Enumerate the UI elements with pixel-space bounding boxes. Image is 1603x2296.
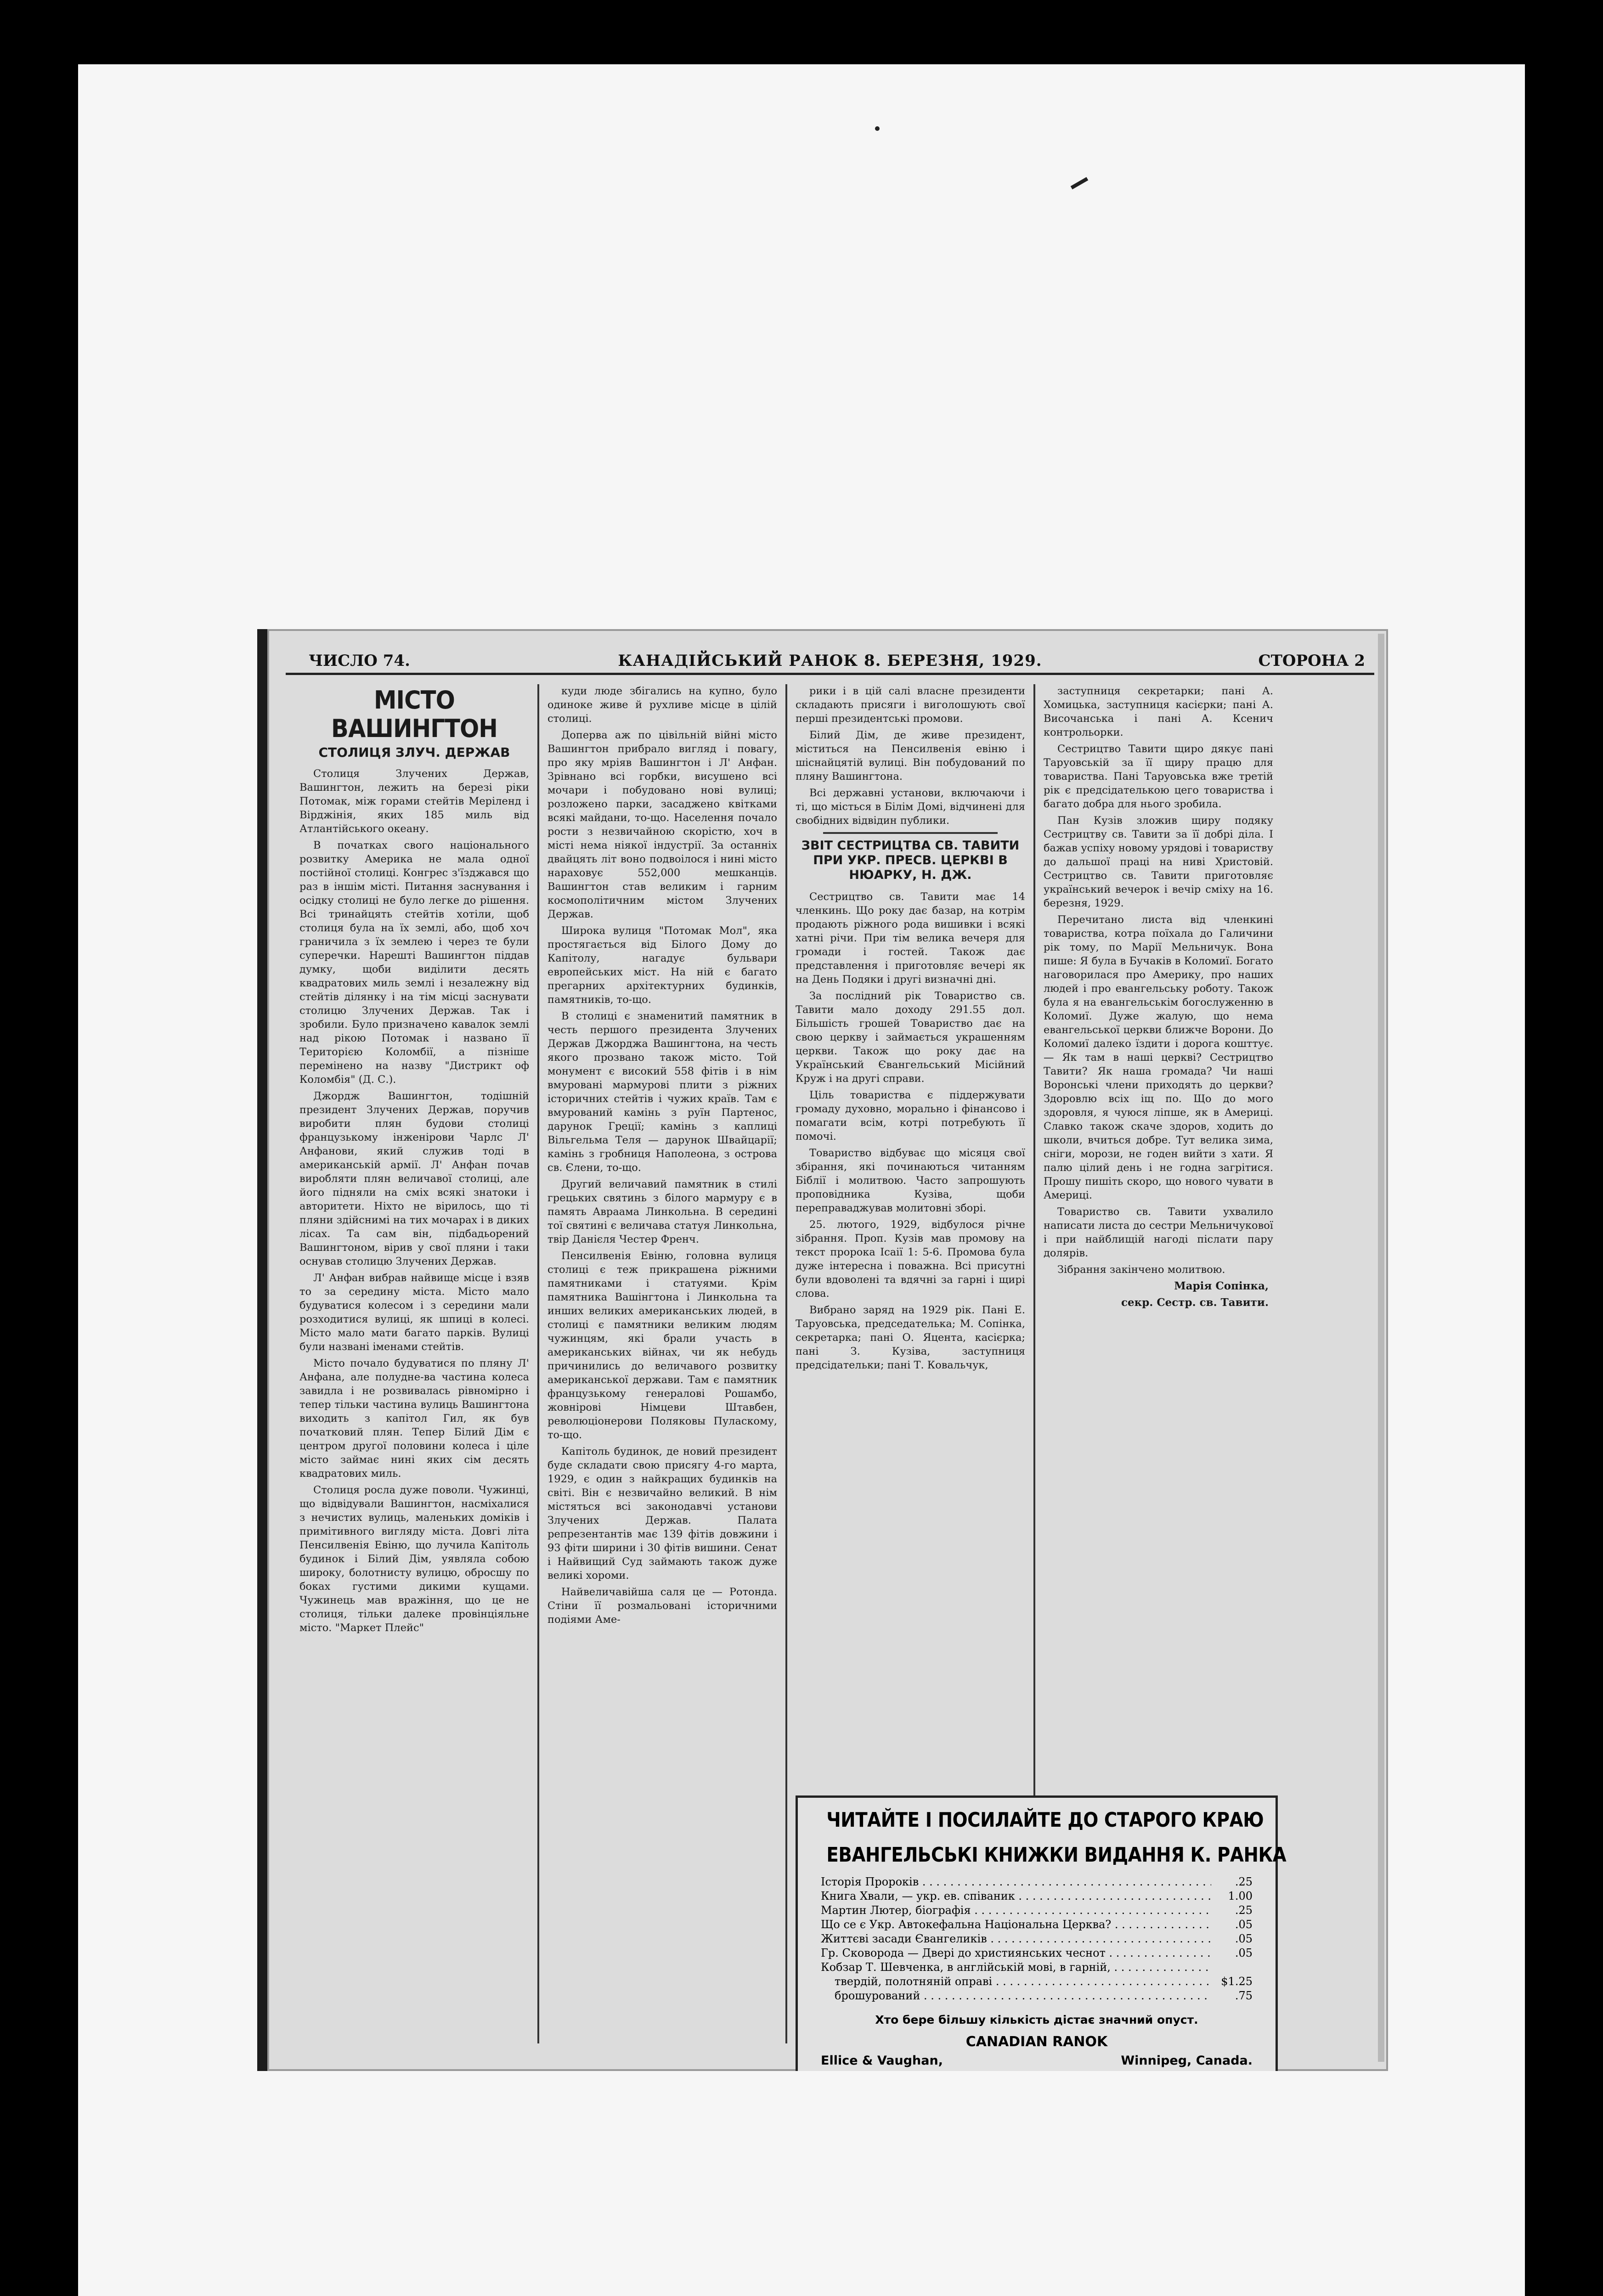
paragraph: 25. лютого, 1929, відбулося річне зібрання. Проп. Кузів мав промову на текст пророка Ісаії 1: 5-6. Промова була дуже інтересна і поважна. Всі присутні були вдоволені та вдячні за гарні і щирі слова.	[796, 1219, 1025, 1300]
paragraph: Ціль товариства є піддержувати громаду духовно, морально і фінансово і помагати всім, котрі потребують її помочі.	[796, 1089, 1025, 1142]
ad-address-city: Winnipeg, Canada.	[1121, 2054, 1253, 2068]
paragraph: куди люде збігались на купно, було одиноке живе й рухливе місце в цілій столиці.	[548, 685, 777, 725]
book-item: брошурований . . . .75	[821, 1989, 1253, 2003]
paragraph: Сестрицтво св. Тавити має 14 членкинь. Що року дає базар, на котрім продають ріжного рода вишивки і всякі хатні річи. При тім велика вечеря для громади і гостей. Також дає представлення і приготовляє вечері як на День Подяки і другі визначні дні.	[796, 891, 1025, 985]
paragraph: Перечитано листа від членкині товариства, котра поїхала до Галичини рік тому, по Марії Мельничук. Вона пише: Я була в Бучаків в Коломиї. Богато наговорилася про Америку, про наших людей і про евангельську роботу. Також була я на евангельськім богослуженню в Коломиї. Дуже жалую, що нема евангельської церкви ближче Ворони. До Коломиї далеко їздити і дорога кошттує. — Як там в наші церкві? Сестрицтво Тавити? Як наша громада? Чи наші Воронські члени приходять до церкви? Здоровлю всіх іщ по. Що до мого здоровля, я чуюся ліпше, як в Америці. Славко також скаче здоров, ходить до школи, вчиться добре. Тут велика зима, сніги, морози, не годен вийти з хати. Я палю цілий день і не годна загрітися. Прошу пишіть скоро, що нового чувати в Америці.	[1044, 914, 1273, 1201]
paragraph: Всі державні установи, включаючи і ті, що місться в Білім Домі, відчинені для свобідних відвідин публики.	[796, 787, 1025, 827]
column-rule	[785, 684, 787, 2043]
ad-address-street: Ellice & Vaughan,	[821, 2054, 943, 2068]
signature-role: секр. Сестр. св. Тавити.	[1121, 1296, 1269, 1309]
masthead-date: КАНАДІЙСЬКИЙ РАНОК 8. БЕРЕЗНЯ, 1929.	[618, 652, 1042, 670]
section-divider	[823, 832, 998, 834]
page-header	[286, 650, 1374, 675]
paragraph: Найвеличавійша саля це — Ротонда. Стіни її розмальовані історичними подіями Аме-	[548, 1586, 777, 1626]
paragraph: За послідний рік Товариство св. Тавити мало доходу 291.55 дол. Більшість грошей Товариство дає на свою церкву і займається украшенням церкви. Також що року дає на Український Євангельський Місійний Круж і на другі справи.	[796, 990, 1025, 1085]
paragraph: Л' Анфан вибрав найвище місце і взяв то за середину міста. Місто мало будуватися колесом і з середини мали розходитися вулиці, як шпиці в колесі. Місто мало мати багато парків. Вулиці були названі іменами стейтів.	[299, 1272, 529, 1353]
paragraph: Місто почало будуватися по пляну Л' Анфана, але полудне-ва частина колеса завидла і не розвивалась рівномірно і тепер тільки частина вулиць Вашингтона виходить з капітол Гил, як був початковий плян. Тепер Білий Дім є центром другої половини колеса і ціле місто займає нині яких сім десять квадратових миль.	[299, 1357, 529, 1480]
issue-number: ЧИСЛО 74.	[309, 652, 410, 670]
book-item: Історія Пророків . . . .25	[821, 1875, 1253, 1889]
paragraph: В початках свого національного розвитку Америка не мала одної постійної столиці. Конгрес з'їзджався що раз в іншім місті. Питання заснування і осідку столиці не було легке до рішення. Всі тринайцять стейтів хотіли, щоб столиця була на їх землі, або, щоб хоч граничила з їх землею і через те були суперечки. Нарешті Вашингтон піддав думку, щоби виділити десять квадратових миль землі і незалежну від стейтів ділянку і на тім місці заснувати столицю Злучених Держав. Так і зробили. Було призначено кавалок землі над рікою Потомак і названо її Територією Коломбії, а пізніше перемінено на назву "Дистрикт оф Коломбія" (Д. С.).	[299, 839, 529, 1086]
paragraph: Пенсилвенія Евіню, головна вулиця столиці є теж прикрашена ріжними памятниками і статуями. Крім памятника Вашінгтона і Линкольна та инших великих американських людей, в столиці є памятники великим людям чужинцям, які брали участь в американських війнах, чи як небудь причинились до величавого розвитку американської держави. Там є памятник французькому генералові Рошамбо, жовнірові Німцеви Штавбен, революціонерови Поляковы Пуласкому, то-що.	[548, 1250, 777, 1441]
book-item: Кобзар Т. Шевченка, в англійській мові, в гарній, . . .	[821, 1960, 1253, 1975]
paragraph: Капітоль будинок, де новий президент буде складати свою присягу 4-го марта, 1929, є один з найкращих будинків на світі. Він є незвичайно великий. В нім містяться всі законодавчі установи Злучених Держав. Палата репрезентантів має 139 фітів довжини і 93 фіти ширини і 30 фітів вишини. Сенат і Найвищий Суд займають також дуже великі хороми.	[548, 1446, 777, 1581]
book-item: Що се є Укр. Автокефальна Національна Церква? . . . .05	[821, 1918, 1253, 1932]
paragraph: Товариство св. Тавити ухвалило написати листа до сестри Мельничукової і при найблищій нагоді післати пару долярів.	[1044, 1206, 1273, 1259]
paragraph: Широка вулиця "Потомак Мол", яка простягається від Білого Дому до Капітолу, нагадує бульвари европейських міст. На ній є багато прегарних архітектурних будинків, памятників, то-що.	[548, 925, 777, 1006]
paragraph: Пан Кузів зложив щиру подяку Сестрицтву св. Тавити за її добрі діла. І бажав успіху новому урядові і товариству до дальшої праці на ниві Христовій. Сестрицтво св. Тавити приготовляє український вечерок і вечір сміху на 16. березня, 1929.	[1044, 815, 1273, 909]
paragraph: рики і в цій салі власне президенти складають присяги і виголошують свої перші президентські промови.	[796, 685, 1025, 725]
paragraph: Вибрано заряд на 1929 рік. Пані Е. Таруовська, председателька; М. Сопінка, секретарка; пані О. Яцента, касієрка; пані З. Кузіва, заступниця предсідательки; пані Т. Ковальчук,	[796, 1304, 1025, 1371]
paragraph: В столиці є знаменитий памятник в честь першого президента Злучених Держав Джорджа Вашингтона, на честь якого прозвано також місто. Той монумент є високий 558 фітів і в нім вмуровані мармурові плити з ріжних історичних стейтів і чужих країв. Там є вмурований камінь з руїн Партенос, дарунок Греції; камінь з каплиці Вільгельма Теля — дарунок Швайцарії; камінь з гробниця Наполеона, з острова св. Єлени, то-що.	[548, 1010, 777, 1174]
page-number: СТОРОНА 2	[1258, 652, 1365, 670]
ad-title-line-1: ЧИТАЙТЕ І ПОСИЛАЙТЕ ДО СТАРОГО КРАЮ	[826, 1808, 1264, 1832]
paragraph: Доперва аж по цівільній війні місто Вашингтон прибрало вигляд і повагу, про яку мріяв Вашингтон і Л' Анфан. Зрівнано всі горбки, висушено всі мочари і побудовано нові вулиці; розложено парки, засаджено квітками всякі майдани, то-що. Населення почало рости з незвичайною скорістю, хоч в місті нема ніякої індустрії. За останніх двайцять літ воно подвоілося і нині місто нараховує 552,000 мешканців. Вашингтон став великим і гарним космополітичним містом Злучених Держав.	[548, 729, 777, 920]
book-advertisement	[796, 1795, 1287, 2071]
column-rule	[537, 684, 539, 2043]
column-1	[299, 684, 529, 2043]
columns	[299, 684, 1370, 2068]
paragraph: Сестрицтво Тавити щиро дякує пані Таруовській за її щиру працю для товариства. Пані Таруовська вже третій рік є предсідателькою цего товариства і багато добра для нього зробила.	[1044, 743, 1273, 810]
book-item: Книга Хвали, — укр. ев. співаник . . . 1.00	[821, 1889, 1253, 1903]
book-item: Гр. Сковорода — Двері до християнських чеснот . . . .05	[821, 1946, 1253, 1960]
paragraph: заступниця секретарки; пані А. Хомицька, заступниця касієрки; пані А. Височанська і пані А. Ксенич контрольорки.	[1044, 685, 1273, 738]
newspaper-page	[257, 629, 1388, 2071]
ad-address	[821, 2054, 1253, 2068]
ad-discount-note: Хто бере більшу кількість дістає значний опуст.	[875, 2013, 1198, 2026]
paragraph: Столиця росла дуже поволи. Чужинці, що відвідували Вашингтон, насміхалися з нечистих вулиць, маленьких доміків і примітивного вигляду міста. Довгі літа Пенсилвенія Евіню, що лучила Капітоль будинок і Білий Дім, уявляла собою широку, болотнисту вулицю, обросшу по боках густими дикими кущами. Чужинець мав вражіння, що це не столиця, тільки далеке провінціяльне місто. "Маркет Плейс"	[299, 1484, 529, 1634]
ad-publisher: CANADIAN RANOK	[965, 2034, 1108, 2050]
paragraph: Зібрання закінчено молитвою.	[1057, 1264, 1225, 1276]
film-dust	[875, 126, 880, 131]
book-item: твердій, полотняній оправі . . . $1.25	[821, 1975, 1253, 1989]
paragraph: Білий Дім, де живе президент, міститься на Пенсилвенія евіню і шіснайцятій вулиці. Він побудований по пляну Вашингтона.	[796, 729, 1025, 782]
paragraph: Другий величавий памятник в стилі грецьких святинь з білого мармуру є в память Авраама Линкольна. В середині тої святині є величава статуя Линкольна, твір Данієля Честер Френч.	[548, 1178, 777, 1245]
article-title: МІСТО ВАШИНГТОН	[331, 686, 497, 743]
paragraph: Столиця Злучених Держав, Вашингтон, лежить на березі ріки Потомак, між горами стейтів Меріленд і Вірджінія, яких 185 миль від Атлантійського океану.	[299, 768, 529, 835]
book-item: Життєві засади Євангеликів . . . .05	[821, 1932, 1253, 1946]
report-title: ЗВІТ СЕСТРИЦТВА СВ. ТАВИТИ ПРИ УКР. ПРЕСВ. ЦЕРКВІ В НЮАРКУ, Н. ДЖ.	[801, 838, 1020, 882]
signature-name: Марія Сопінка,	[1174, 1280, 1269, 1292]
page-edge	[1378, 634, 1384, 2062]
paragraph: Товариство відбуває що місяця свої збірання, які починаються читанням Біблії і молитвою. Часто запрошують проповідника Кузіва, щоби переправаджував молитовні зборі.	[796, 1147, 1025, 1214]
article-subtitle: СТОЛИЦЯ ЗЛУЧ. ДЕРЖАВ	[318, 745, 510, 760]
column-2	[548, 684, 777, 2043]
book-list	[821, 1875, 1253, 2003]
paragraph: Джордж Вашингтон, тодішній президент Злучених Держав, поручив виробити плян будови столиці французькому інженірови Чарлс Л' Анфанови, який служив тоді в американській армії. Л' Анфан почав виробляти плян величавої столиці, але його підняли на сміх всякі знатоки і авторитети. Ніхто не вірилось, що ті пляни здійснимі на тих мочарах і в диких лісах. Та сам він, підбадьорений Вашингтоном, вірив у свої пляни і таки оснував столицю Злучених Держав.	[299, 1090, 529, 1267]
ad-title-line-2: ЕВАНГЕЛЬСЬКІ КНИЖКИ ВИДАННЯ К. РАНКА	[826, 1843, 1287, 1867]
book-item: Мартин Лютер, біографія . . . .25	[821, 1903, 1253, 1918]
